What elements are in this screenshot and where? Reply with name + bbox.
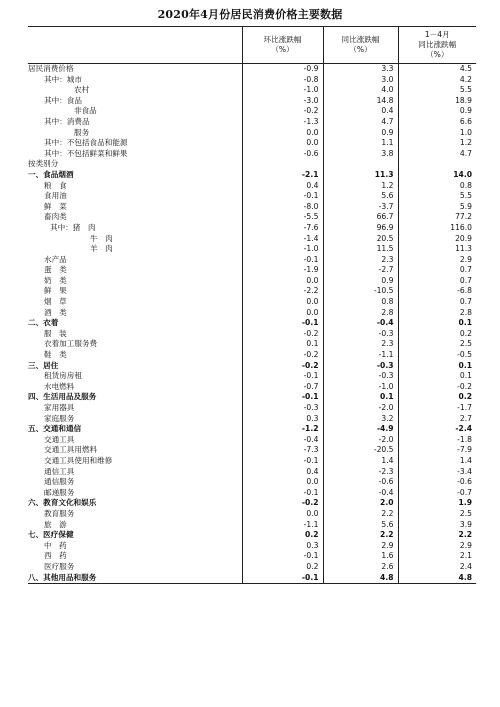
value-mom: -0.2 <box>242 350 323 361</box>
row-label: 其中：消费品 <box>44 116 90 126</box>
value-ytd: 4.2 <box>398 75 476 86</box>
value-mom: 0.0 <box>242 308 323 319</box>
value-mom: -1.4 <box>242 234 323 245</box>
table-row <box>28 286 476 297</box>
header-mom <box>242 27 323 64</box>
value-yoy: -2.7 <box>323 265 398 276</box>
row-label: 其中：不包括食品和能源 <box>44 138 128 148</box>
value-yoy: 2.2 <box>323 530 398 541</box>
value-ytd: 0.2 <box>398 329 476 340</box>
value-yoy: 14.8 <box>323 96 398 107</box>
value-yoy: 0.8 <box>323 297 398 308</box>
row-label: 衣着加工服务费 <box>44 339 98 349</box>
table-row <box>28 339 476 350</box>
value-mom: 0.2 <box>242 562 323 573</box>
value-mom: -2.2 <box>242 286 323 297</box>
row-label: 医疗服务 <box>44 561 75 571</box>
value-ytd: 20.9 <box>398 234 476 245</box>
table-row <box>28 265 476 276</box>
value-mom: -0.6 <box>242 149 323 160</box>
table-row <box>28 424 476 435</box>
value-ytd: 1.4 <box>398 456 476 467</box>
table-row <box>28 445 476 456</box>
value-ytd: 4.8 <box>398 573 476 584</box>
value-ytd: -3.4 <box>398 467 476 478</box>
value-ytd: 5.9 <box>398 202 476 213</box>
value-yoy: -1.1 <box>323 350 398 361</box>
row-label: 交通工具用燃料 <box>44 445 98 455</box>
row-label: 通信工具 <box>44 466 75 476</box>
value-mom: -0.2 <box>242 498 323 509</box>
value-yoy: -0.6 <box>323 477 398 488</box>
value-yoy <box>323 159 398 170</box>
value-yoy: -20.5 <box>323 445 398 456</box>
value-mom: -0.7 <box>242 382 323 393</box>
value-yoy: 3.8 <box>323 149 398 160</box>
row-label: 租赁房房租 <box>44 371 82 381</box>
value-ytd: 2.9 <box>398 541 476 552</box>
value-mom: -1.0 <box>242 85 323 96</box>
table-row <box>28 212 476 223</box>
row-label: 二、衣着 <box>28 318 59 328</box>
row-label: 农村 <box>74 85 90 95</box>
value-yoy: 1.2 <box>323 181 398 192</box>
table-row <box>28 573 476 584</box>
row-label: 八、其他用品和服务 <box>28 573 242 584</box>
value-yoy: 0.1 <box>323 392 398 403</box>
value-mom: -0.1 <box>242 488 323 499</box>
value-mom: 0.1 <box>242 339 323 350</box>
table-row <box>28 350 476 361</box>
value-mom: 0.4 <box>242 181 323 192</box>
value-yoy: 2.6 <box>323 562 398 573</box>
value-ytd: 5.5 <box>398 191 476 202</box>
page-title: 2020年4月份居民消费价格主要数据 <box>157 8 343 21</box>
table-row <box>28 498 476 509</box>
value-ytd: 0.9 <box>398 106 476 117</box>
table-row <box>28 530 476 541</box>
value-mom: -8.0 <box>242 202 323 213</box>
table-row <box>28 403 476 414</box>
row-label: 水产品 <box>44 254 67 264</box>
value-mom: -2.1 <box>242 170 323 181</box>
table-row <box>28 382 476 393</box>
table-row <box>28 106 476 117</box>
value-yoy: 11.5 <box>323 244 398 255</box>
value-mom: -0.1 <box>242 573 323 584</box>
row-label: 食用油 <box>44 191 67 201</box>
value-yoy: 5.6 <box>323 520 398 531</box>
value-yoy: 4.7 <box>323 117 398 128</box>
row-label: 其中：猪 肉 <box>50 222 96 232</box>
value-ytd: 0.1 <box>398 371 476 382</box>
cpi-table <box>28 26 476 584</box>
table-row <box>28 128 476 139</box>
value-mom: 0.3 <box>242 541 323 552</box>
value-mom: -0.3 <box>242 403 323 414</box>
row-label: 烟 草 <box>44 297 67 307</box>
row-label: 西 药 <box>44 551 67 561</box>
table-row <box>28 456 476 467</box>
row-label: 其中：食品 <box>44 95 82 105</box>
header-ytd <box>398 27 476 64</box>
value-mom: -0.1 <box>242 191 323 202</box>
value-yoy: 96.9 <box>323 223 398 234</box>
row-label: 中 药 <box>44 540 67 550</box>
value-mom: -0.4 <box>242 435 323 446</box>
row-label: 奶 类 <box>44 275 67 285</box>
value-mom: -0.1 <box>242 392 323 403</box>
value-ytd: 0.1 <box>398 361 476 372</box>
row-label: 非食品 <box>74 106 97 116</box>
value-ytd: 0.7 <box>398 297 476 308</box>
value-ytd: -7.9 <box>398 445 476 456</box>
value-mom: -5.5 <box>242 212 323 223</box>
value-mom: -0.1 <box>242 551 323 562</box>
value-mom: -1.3 <box>242 117 323 128</box>
value-mom: -0.2 <box>242 361 323 372</box>
value-yoy: 0.4 <box>323 106 398 117</box>
table-row <box>28 488 476 499</box>
value-ytd: 1.9 <box>398 498 476 509</box>
row-label: 粮 食 <box>44 180 67 190</box>
row-label: 居民消费价格 <box>28 64 74 73</box>
value-yoy: -2.0 <box>323 435 398 446</box>
table-row <box>28 467 476 478</box>
row-label: 教育服务 <box>44 508 75 518</box>
value-yoy: -4.9 <box>323 424 398 435</box>
value-yoy: 2.3 <box>323 255 398 266</box>
value-mom: -0.8 <box>242 75 323 86</box>
table-row <box>28 159 476 170</box>
value-mom <box>242 159 323 170</box>
value-yoy: 0.9 <box>323 276 398 287</box>
value-mom: -0.2 <box>242 329 323 340</box>
table-row <box>28 255 476 266</box>
value-ytd: 1.2 <box>398 138 476 149</box>
value-mom: 0.0 <box>242 138 323 149</box>
value-mom: 0.2 <box>242 530 323 541</box>
value-ytd: 18.9 <box>398 96 476 107</box>
value-mom: -0.1 <box>242 456 323 467</box>
value-mom: -1.0 <box>242 244 323 255</box>
value-ytd: 77.2 <box>398 212 476 223</box>
row-label: 交通工具使用和维修 <box>44 455 113 465</box>
table-row <box>28 541 476 552</box>
value-ytd: 6.6 <box>398 117 476 128</box>
value-ytd: 2.5 <box>398 339 476 350</box>
table-body <box>28 64 476 584</box>
row-label: 交通工具 <box>44 434 75 444</box>
row-label: 其中：不包括鲜菜和鲜果 <box>44 148 128 158</box>
value-ytd: 0.8 <box>398 181 476 192</box>
value-mom: -0.1 <box>242 371 323 382</box>
row-label: 服 装 <box>44 328 67 338</box>
header-text: 环比涨跌幅 （%） <box>263 35 302 54</box>
value-mom: -1.1 <box>242 520 323 531</box>
value-ytd: 3.9 <box>398 520 476 531</box>
row-label: 鲜 果 <box>44 286 67 296</box>
table-row <box>28 551 476 562</box>
value-mom: 0.0 <box>242 297 323 308</box>
value-ytd: 0.7 <box>398 265 476 276</box>
header-category <box>28 27 242 64</box>
value-ytd: 4.5 <box>398 64 476 75</box>
row-label: 通信服务 <box>44 477 75 487</box>
value-ytd: 2.1 <box>398 551 476 562</box>
header-text: 1－4月 同比涨跌幅 （%） <box>418 30 457 59</box>
row-label: 按类别分 <box>28 159 59 169</box>
row-label: 家用器具 <box>44 403 75 412</box>
row-label: 家庭服务 <box>44 413 75 423</box>
row-label: 五、交通和通信 <box>28 424 82 434</box>
table-row <box>28 64 476 75</box>
value-ytd: 2.5 <box>398 509 476 520</box>
value-yoy: 66.7 <box>323 212 398 223</box>
table-row <box>28 297 476 308</box>
table-row <box>28 318 476 329</box>
value-ytd: 2.9 <box>398 255 476 266</box>
header-text: 同比涨跌幅 （%） <box>341 35 380 54</box>
table-row <box>28 435 476 446</box>
value-mom: 0.3 <box>242 414 323 425</box>
row-label: 水电燃料 <box>44 381 75 391</box>
table-row <box>28 96 476 107</box>
value-yoy: 2.0 <box>323 498 398 509</box>
value-mom: -7.3 <box>242 445 323 456</box>
table-row <box>28 117 476 128</box>
table-row <box>28 392 476 403</box>
value-yoy: 3.3 <box>323 64 398 75</box>
table-row <box>28 75 476 86</box>
value-yoy: 2.3 <box>323 339 398 350</box>
value-ytd: 2.8 <box>398 308 476 319</box>
table-row <box>28 414 476 425</box>
value-yoy: -0.3 <box>323 371 398 382</box>
value-yoy: -2.0 <box>323 403 398 414</box>
value-mom: 0.0 <box>242 509 323 520</box>
row-label: 羊 肉 <box>90 244 113 254</box>
table-row <box>28 361 476 372</box>
value-ytd: 1.0 <box>398 128 476 139</box>
row-label: 旅 游 <box>44 519 67 529</box>
value-yoy: -0.3 <box>323 361 398 372</box>
value-yoy: -0.4 <box>323 318 398 329</box>
table-row <box>28 234 476 245</box>
table-row <box>28 520 476 531</box>
value-ytd: -2.4 <box>398 424 476 435</box>
value-yoy: -2.3 <box>323 467 398 478</box>
row-label: 鲜 菜 <box>44 201 67 211</box>
value-ytd: -6.8 <box>398 286 476 297</box>
row-label: 畜肉类 <box>44 212 67 222</box>
value-mom: -0.9 <box>242 64 323 75</box>
value-mom: -3.0 <box>242 96 323 107</box>
table-header-row <box>28 27 476 64</box>
value-ytd: 0.1 <box>398 318 476 329</box>
value-ytd: 4.7 <box>398 149 476 160</box>
value-mom: 0.0 <box>242 477 323 488</box>
table-row <box>28 223 476 234</box>
table-row <box>28 509 476 520</box>
row-label: 鞋 类 <box>44 350 67 360</box>
value-yoy: 2.2 <box>323 509 398 520</box>
value-yoy: -3.7 <box>323 202 398 213</box>
table-row <box>28 244 476 255</box>
row-label: 一、食品烟酒 <box>28 169 74 179</box>
value-ytd: -0.6 <box>398 477 476 488</box>
value-ytd: 0.2 <box>398 392 476 403</box>
value-yoy: 2.9 <box>323 541 398 552</box>
value-ytd: -0.5 <box>398 350 476 361</box>
table-row <box>28 149 476 160</box>
table-row <box>28 477 476 488</box>
value-ytd: 116.0 <box>398 223 476 234</box>
value-ytd: -1.7 <box>398 403 476 414</box>
row-label: 牛 肉 <box>90 233 113 243</box>
row-label: 三、居住 <box>28 360 59 370</box>
table-row <box>28 276 476 287</box>
table-row <box>28 202 476 213</box>
value-mom: -0.2 <box>242 106 323 117</box>
value-ytd: -0.2 <box>398 382 476 393</box>
table-row <box>28 191 476 202</box>
value-yoy: 0.9 <box>323 128 398 139</box>
value-mom: -0.1 <box>242 255 323 266</box>
value-yoy: 3.2 <box>323 414 398 425</box>
value-ytd: -1.8 <box>398 435 476 446</box>
value-mom: 0.0 <box>242 276 323 287</box>
row-label: 其中：城市 <box>44 74 82 84</box>
value-ytd: 5.5 <box>398 85 476 96</box>
value-yoy: 1.4 <box>323 456 398 467</box>
value-yoy: -1.0 <box>323 382 398 393</box>
value-mom: 0.0 <box>242 128 323 139</box>
table-row <box>28 85 476 96</box>
value-yoy: 1.1 <box>323 138 398 149</box>
value-ytd: 14.0 <box>398 170 476 181</box>
table-row <box>28 170 476 181</box>
value-mom: -1.2 <box>242 424 323 435</box>
value-yoy: -0.4 <box>323 488 398 499</box>
value-yoy: 20.5 <box>323 234 398 245</box>
value-mom: 0.4 <box>242 467 323 478</box>
row-label: 六、教育文化和娱乐 <box>28 498 97 508</box>
table-row <box>28 329 476 340</box>
value-yoy: -0.3 <box>323 329 398 340</box>
value-ytd: 2.4 <box>398 562 476 573</box>
value-yoy: 1.6 <box>323 551 398 562</box>
header-yoy <box>323 27 398 64</box>
value-yoy: -10.5 <box>323 286 398 297</box>
value-yoy: 2.8 <box>323 308 398 319</box>
value-yoy: 4.8 <box>323 573 398 584</box>
value-yoy: 4.0 <box>323 85 398 96</box>
value-ytd: 2.2 <box>398 530 476 541</box>
row-label: 服务 <box>74 127 90 137</box>
value-yoy: 3.0 <box>323 75 398 86</box>
value-ytd: 2.7 <box>398 414 476 425</box>
value-mom: -0.1 <box>242 318 323 329</box>
row-label: 酒 类 <box>44 307 67 317</box>
row-label: 蛋 类 <box>44 265 67 275</box>
value-ytd: -0.7 <box>398 488 476 499</box>
value-yoy: 11.3 <box>323 170 398 181</box>
value-mom: -7.6 <box>242 223 323 234</box>
row-label: 邮递服务 <box>44 487 75 497</box>
value-yoy: 5.6 <box>323 191 398 202</box>
value-ytd: 11.3 <box>398 244 476 255</box>
value-ytd: 0.7 <box>398 276 476 287</box>
table-row <box>28 181 476 192</box>
row-label: 七、医疗保健 <box>28 530 74 540</box>
table-row <box>28 138 476 149</box>
table-row <box>28 562 476 573</box>
value-ytd <box>398 159 476 170</box>
table-row <box>28 308 476 319</box>
value-mom: -1.9 <box>242 265 323 276</box>
table-row <box>28 371 476 382</box>
row-label: 四、生活用品及服务 <box>28 392 97 402</box>
